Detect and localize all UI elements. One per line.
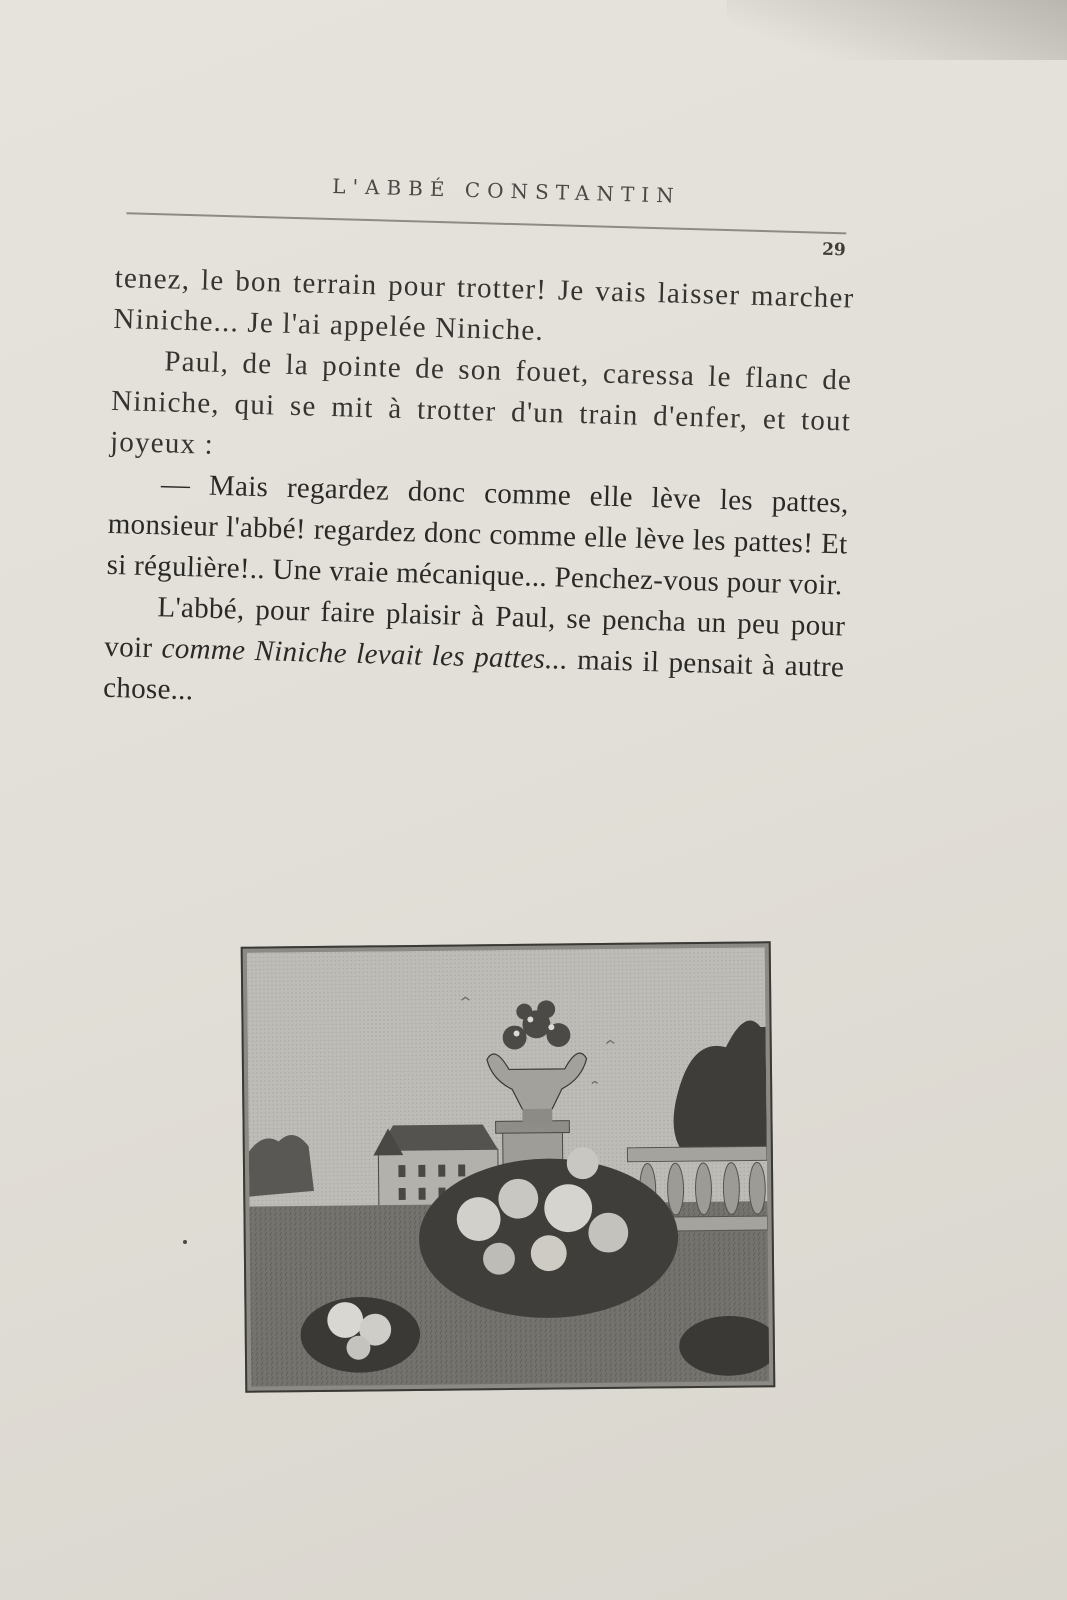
paper-speck — [183, 1240, 187, 1244]
header-rule — [126, 212, 846, 234]
running-head — [116, 160, 887, 261]
text-block — [103, 160, 888, 730]
page-corner-shadow — [727, 0, 1067, 60]
running-head-title: L'ABBÉ CONSTANTIN — [332, 174, 681, 208]
paragraph-4-end: mais il pensait à autre chose... — [102, 643, 845, 707]
garden-illustration — [247, 947, 770, 1386]
paragraph-4-start: L'abbé, pour faire plaisir à Paul, se pencha un peu pour voir — [103, 591, 846, 665]
page-number: 29 — [821, 239, 847, 261]
illustration-plate — [241, 941, 776, 1393]
far-trees — [249, 1135, 314, 1197]
paragraph-1: tenez, le bon terrain pour trotter! Je vais laisser marcher Niniche... Je l'ai appelée Niniche. — [113, 261, 855, 347]
paragraph-2: Paul, de la pointe de son fouet, caressa le flanc de Niniche, qui se mit à trotter d'un train d'enfer, et tout joyeux : — [109, 345, 853, 461]
paragraph-3: — Mais regardez donc comme elle lève les pattes, monsieur l'abbé! regardez donc comme elle lève les pattes! Et si régulière!.. Une vraie mécanique... Penchez-vous pour voir. — [106, 468, 850, 602]
paragraph-4-italic: comme Niniche levait les pattes... — [161, 632, 569, 676]
paragraph-4 — [103, 586, 846, 730]
body-text — [103, 258, 855, 729]
